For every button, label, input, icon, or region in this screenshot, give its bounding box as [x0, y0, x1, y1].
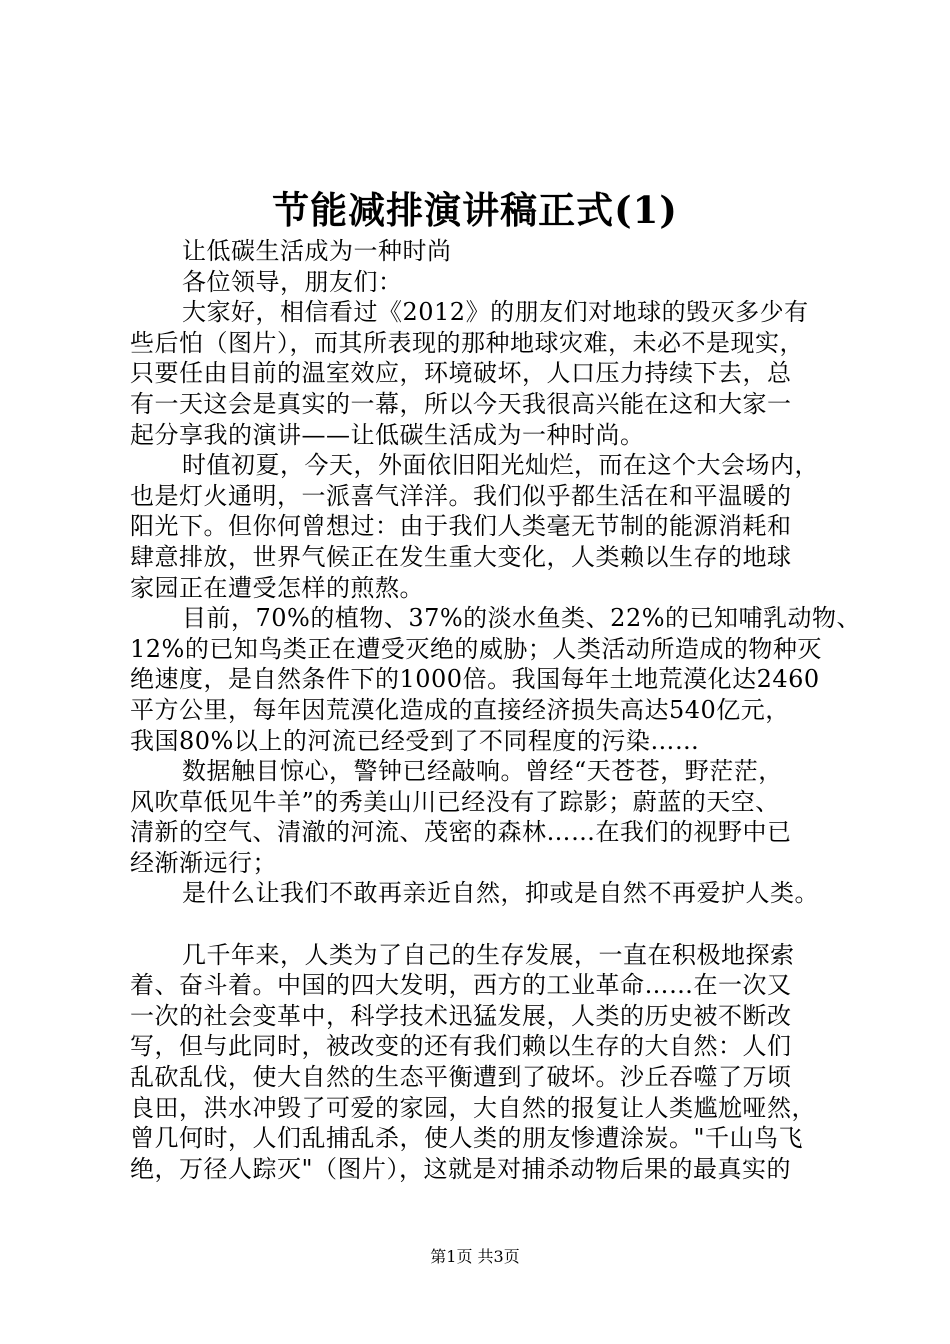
paragraph-line: 一次的社会变革中，科学技术迅猛发展，人类的历史被不断改 [130, 1001, 792, 1030]
salutation-line: 各位领导，朋友们： [182, 267, 403, 296]
document-body [130, 236, 862, 1184]
paragraph-line: 目前，70%的植物、37%的淡水鱼类、22%的已知哺乳动物、 [182, 604, 862, 633]
paragraph-line: 绝，万径人踪灭"（图片），这就是对捕杀动物后果的最真实的 [130, 1154, 792, 1183]
paragraph-line: 只要任由目前的温室效应，环境破坏，人口压力持续下去，总 [130, 359, 792, 388]
paragraph-line: 良田，洪水冲毁了可爱的家园，大自然的报复让人类尴尬哑然， [130, 1093, 816, 1122]
paragraph-line: 几千年来，人类为了自己的生存发展，一直在积极地探索 [182, 940, 795, 969]
paragraph-line: 经渐渐远行； [130, 848, 277, 877]
paragraph-line: 我国80%以上的河流已经受到了不同程度的污染…… [130, 726, 700, 755]
paragraph-line: 阳光下。但你何曾想过：由于我们人类毫无节制的能源消耗和 [130, 512, 792, 541]
paragraph-line: 曾几何时，人们乱捕乱杀，使人类的朋友惨遭涂炭。"千山鸟飞 [130, 1124, 804, 1153]
blank-line [130, 909, 850, 940]
page-number-footer: 第1页 共3页 [430, 1247, 520, 1266]
paragraph-line: 也是灯火通明，一派喜气洋洋。我们似乎都生活在和平温暖的 [130, 481, 792, 510]
paragraph-line: 写，但与此同时，被改变的还有我们赖以生存的大自然：人们 [130, 1032, 792, 1061]
paragraph-line: 乱砍乱伐，使大自然的生态平衡遭到了破坏。沙丘吞噬了万顷 [130, 1063, 792, 1092]
paragraph-line: 些后怕（图片），而其所表现的那种地球灾难，未必不是现实， [130, 328, 804, 357]
paragraph-line: 绝速度，是自然条件下的1000倍。我国每年土地荒漠化达2460 [130, 665, 820, 694]
paragraph-line: 平方公里，每年因荒漠化造成的直接经济损失高达540亿元， [130, 695, 790, 724]
paragraph-line: 清新的空气、清澈的河流、茂密的森林……在我们的视野中已 [130, 818, 792, 847]
paragraph-line: 着、奋斗着。中国的四大发明，西方的工业革命……在一次又 [130, 971, 792, 1000]
paragraph-line: 起分享我的演讲——让低碳生活成为一种时尚。 [130, 420, 645, 449]
paragraph-line: 家园正在遭受怎样的煎熬。 [130, 573, 424, 602]
paragraph-line: 数据触目惊心，警钟已经敲响。曾经“天苍苍，野茫茫， [182, 757, 783, 786]
paragraph-line: 有一天这会是真实的一幕，所以今天我很高兴能在这和大家一 [130, 389, 792, 418]
paragraph-line: 风吹草低见牛羊”的秀美山川已经没有了踪影；蔚蓝的天空、 [130, 787, 780, 816]
paragraph-line: 是什么让我们不敢再亲近自然，抑或是自然不再爱护人类。 [182, 879, 819, 908]
subtitle-line: 让低碳生活成为一种时尚 [182, 237, 452, 265]
paragraph-line: 大家好，相信看过《2012》的朋友们对地球的毁灭多少有 [182, 298, 809, 327]
paragraph-line: 肆意排放，世界气候正在发生重大变化，人类赖以生存的地球 [130, 542, 792, 571]
document-title: 节能减排演讲稿正式(1) [272, 188, 678, 232]
paragraph-line: 12%的已知鸟类正在遭受灭绝的威胁；人类活动所造成的物种灭 [130, 634, 822, 663]
paragraph-line: 时值初夏，今天，外面依旧阳光灿烂，而在这个大会场内， [182, 451, 819, 480]
